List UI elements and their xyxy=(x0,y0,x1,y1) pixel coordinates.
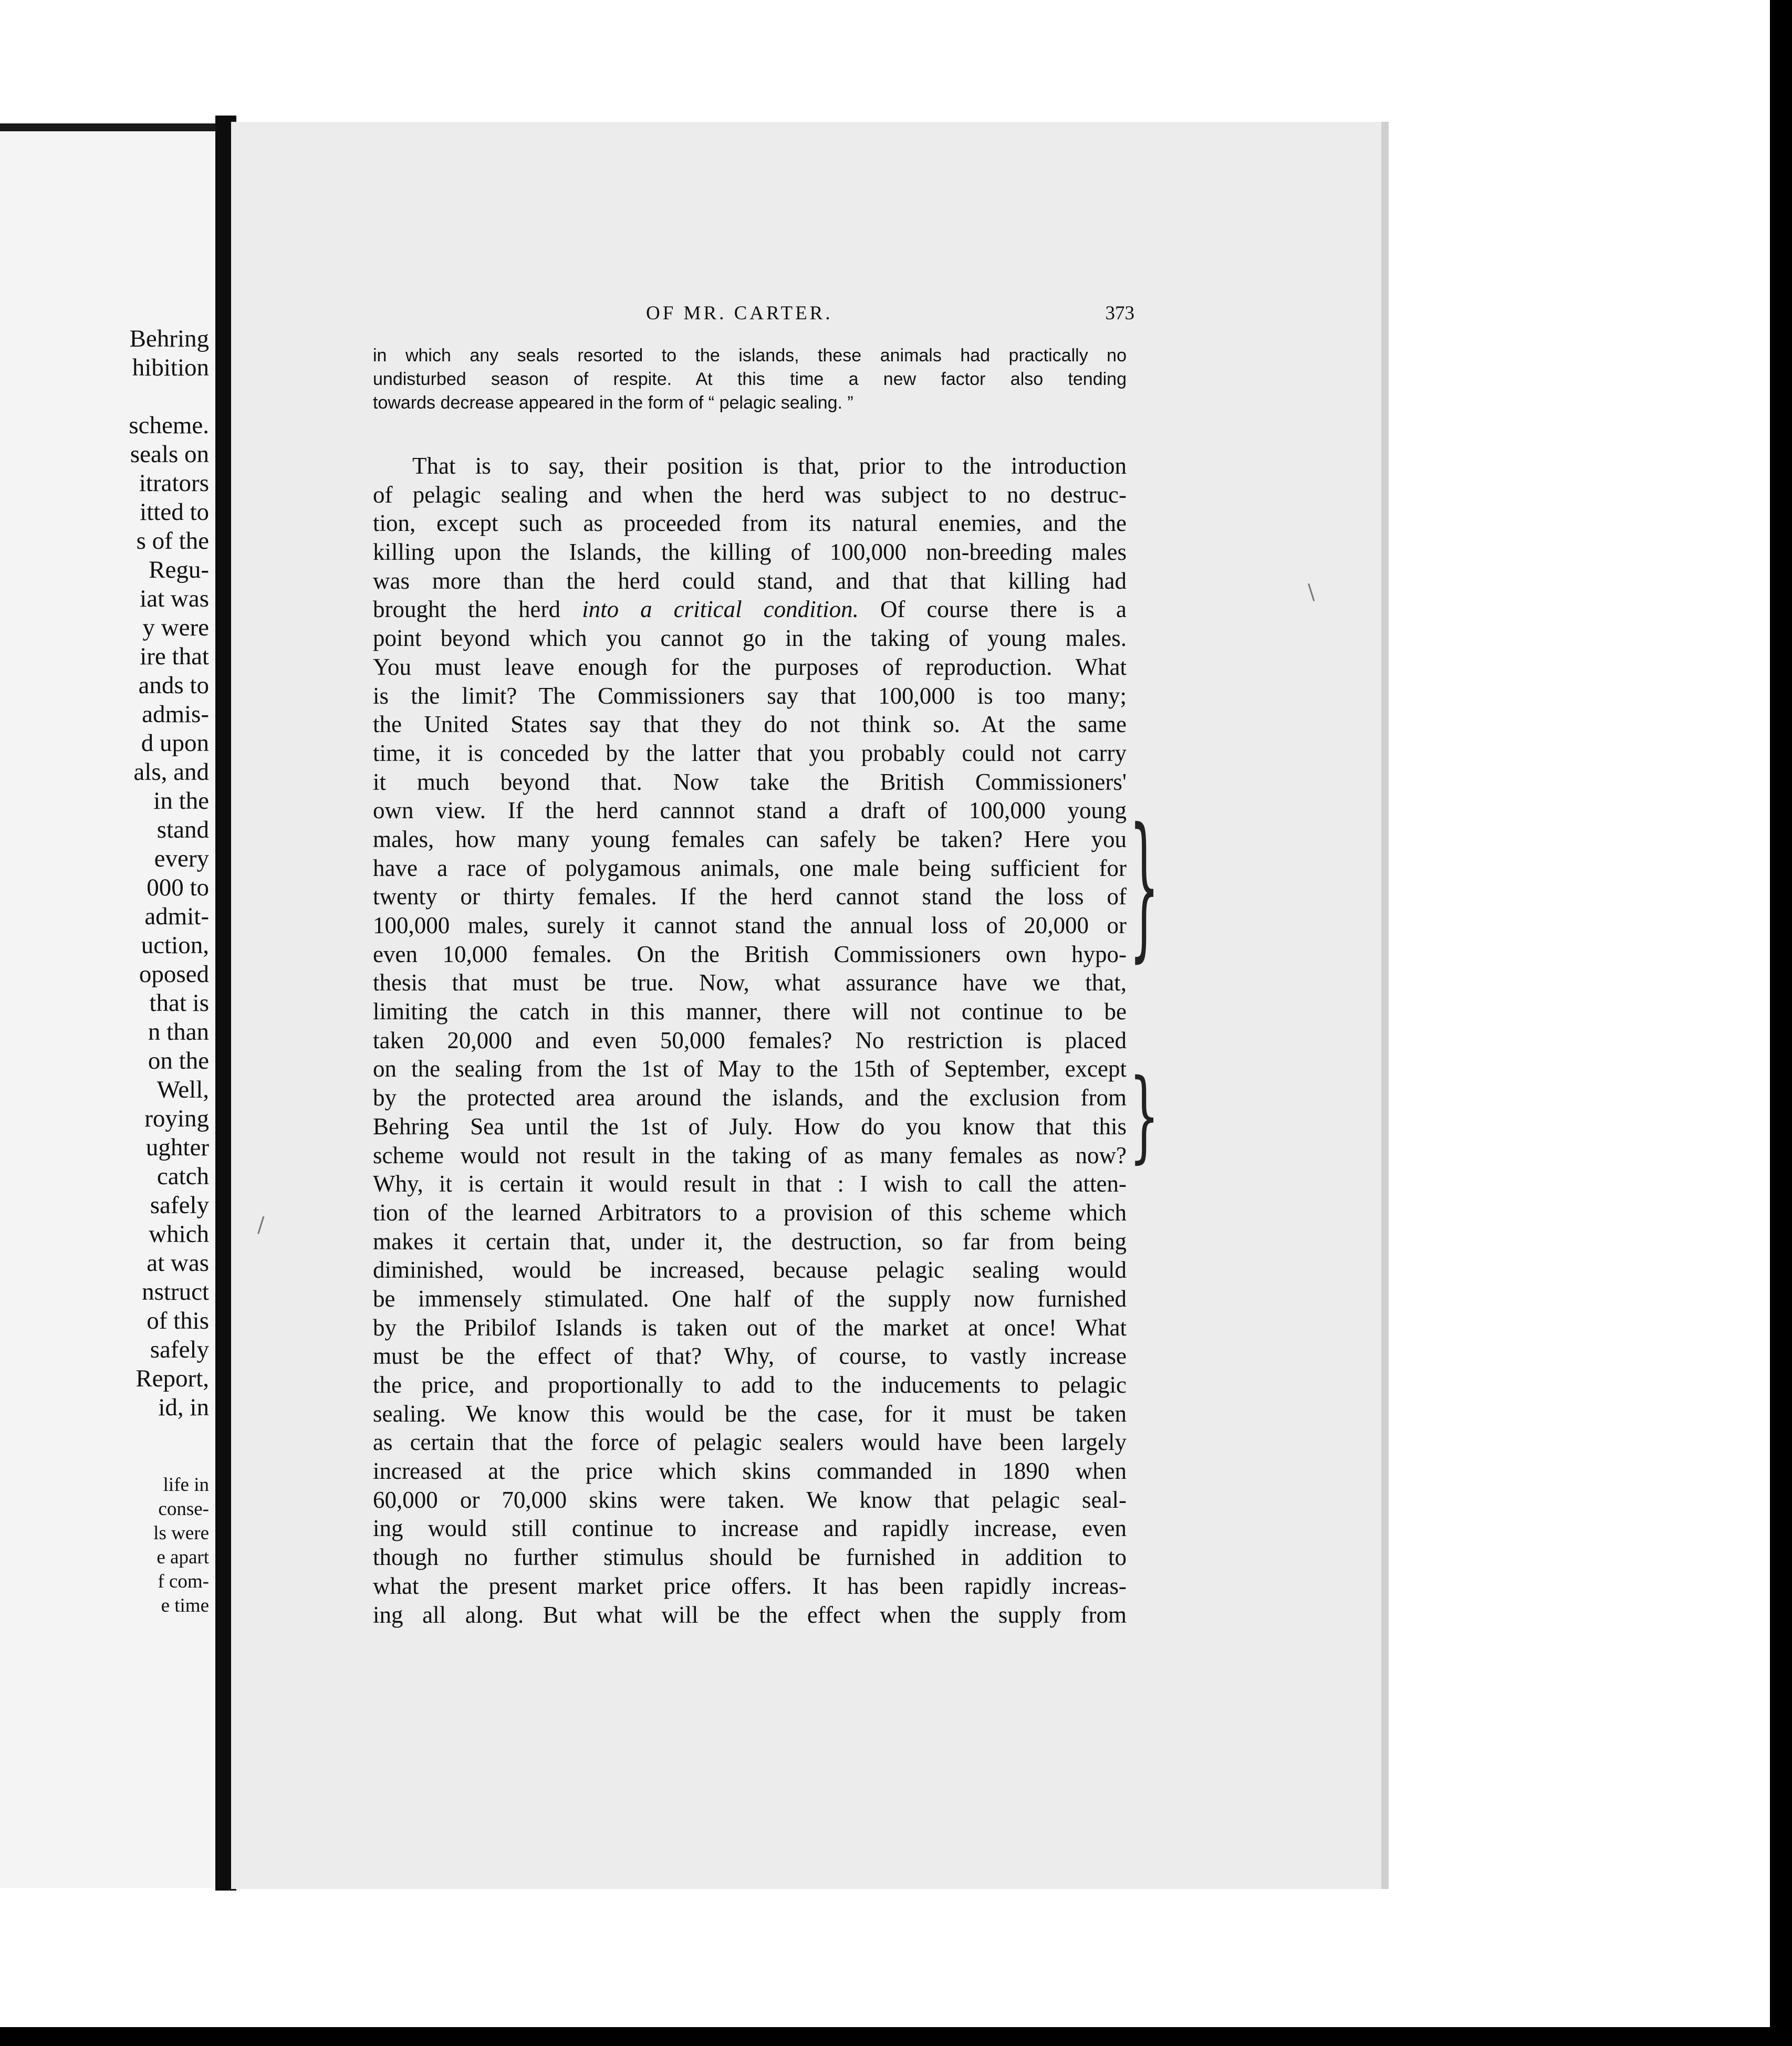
left-page-line: on the xyxy=(148,1047,209,1074)
left-page-line: in the xyxy=(153,787,209,815)
quoted-passage xyxy=(373,344,1127,415)
body-line: by the Pribilof Islands is taken out of the market at once! What xyxy=(373,1314,1127,1341)
left-page-line: s of the xyxy=(136,527,209,555)
body-line: is the limit? The Commissioners say that 100,000 is too many; xyxy=(373,682,1127,709)
body-line: That is to say, their position is that, prior to the introduction xyxy=(412,453,1127,479)
left-page-line: ughter xyxy=(145,1134,209,1161)
body-line: tion, except such as proceeded from its natural enemies, and the xyxy=(373,510,1127,537)
left-page-line: ire that xyxy=(140,643,209,670)
left-page-line: nstruct xyxy=(142,1278,209,1306)
body-line: scheme would not result in the taking of as many females as now? xyxy=(373,1142,1127,1168)
body-line: males, how many young females can safely be taken? Here you xyxy=(373,826,1127,852)
body-text-span: Of course there is a xyxy=(880,596,1127,623)
body-text-span: brought the herd xyxy=(373,596,561,623)
body-line: makes it certain that, under it, the destruction, so far from being xyxy=(373,1228,1127,1255)
scan-edge-bottom xyxy=(0,2027,1792,2046)
scan-speck: \ xyxy=(1308,580,1315,604)
left-page-line: e time xyxy=(161,1595,209,1616)
left-page-line: y were xyxy=(142,614,209,641)
body-line: of pelagic sealing and when the herd was subject to no destruc- xyxy=(373,481,1127,508)
left-page-line: seals on xyxy=(130,441,209,468)
left-page-line: scheme. xyxy=(129,412,209,439)
left-page-line: Well, xyxy=(157,1076,209,1103)
body-line: ing would still continue to increase and rapidly increase, even xyxy=(373,1515,1127,1542)
body-line: tion of the learned Arbitrators to a provision of this scheme which xyxy=(373,1199,1127,1226)
body-line: on the sealing from the 1st of May to the 15th of September, except xyxy=(373,1056,1127,1082)
left-page-line: which xyxy=(149,1220,209,1248)
left-page-line: ls were xyxy=(153,1522,209,1544)
body-line: as certain that the force of pelagic sealers would have been largely xyxy=(373,1429,1127,1456)
body-line: sealing. We know this would be the case, for it must be taken xyxy=(373,1400,1127,1427)
left-page-line: stand xyxy=(157,816,209,843)
left-page-line: safely xyxy=(150,1192,209,1219)
left-page-line: Regu- xyxy=(149,556,209,583)
left-page-line: itrators xyxy=(139,469,209,497)
body-line: own view. If the herd cannnot stand a draft of 100,000 young xyxy=(373,797,1127,824)
left-page-upper-text xyxy=(129,325,209,1422)
left-page-line: roying xyxy=(144,1105,209,1132)
body-line: taken 20,000 and even 50,000 females? No restriction is placed xyxy=(373,1027,1127,1053)
body-line: must be the effect of that? Why, of course, to vastly increase xyxy=(373,1343,1127,1370)
body-line: be immensely stimulated. One half of the supply now furnished xyxy=(373,1285,1127,1312)
page-number: 373 xyxy=(1105,302,1134,324)
left-page-line: Report, xyxy=(136,1365,209,1392)
scan-edge-right xyxy=(1770,0,1792,2046)
body-line: have a race of polygamous animals, one male being sufficient for xyxy=(373,854,1127,881)
margin-brace-mark: } xyxy=(1129,796,1160,978)
left-page-line: safely xyxy=(150,1336,209,1363)
body-line: the United States say that they do not think so. At the same xyxy=(373,711,1127,738)
body-line xyxy=(373,595,1127,624)
body-line: increased at the price which skins commanded in 1890 when xyxy=(373,1458,1127,1485)
left-page-line: admis- xyxy=(142,701,209,728)
body-line: even 10,000 females. On the British Commissioners own hypo- xyxy=(373,941,1127,967)
left-page-line: conse- xyxy=(158,1498,209,1520)
left-page-line: of this xyxy=(147,1307,209,1334)
body-line: thesis that must be true. Now, what assurance have we that, xyxy=(373,969,1127,996)
quote-line: towards decrease appeared in the form of “ pelagic sealing. ” xyxy=(373,393,853,413)
scan-speck: / xyxy=(257,1213,265,1237)
body-line: though no further stimulus should be furnished in addition to xyxy=(373,1544,1127,1571)
left-page-line xyxy=(129,382,209,411)
quote-line: undisturbed season of respite. At this time a new factor also tending xyxy=(373,369,1127,389)
left-page-footnote-text xyxy=(153,1473,209,1618)
body-line: Behring Sea until the 1st of July. How do you know that this xyxy=(373,1113,1127,1140)
body-line: the price, and proportionally to add to the inducements to pelagic xyxy=(373,1372,1127,1398)
left-page-line: admit- xyxy=(144,903,209,930)
left-page-line: that is xyxy=(149,989,209,1017)
left-page xyxy=(0,123,225,1888)
body-line: what the present market price offers. It has been rapidly increas- xyxy=(373,1572,1127,1599)
quote-line: in which any seals resorted to the islands, these animals had practically no xyxy=(373,346,1127,366)
left-page-line: ands to xyxy=(138,672,209,699)
left-page-line: Behring xyxy=(129,325,209,352)
left-page-line: d upon xyxy=(141,729,209,757)
margin-brace-mark: } xyxy=(1129,1058,1160,1174)
left-page-line: f com- xyxy=(158,1571,209,1592)
body-line: Why, it is certain it would result in that : I wish to call the atten- xyxy=(373,1171,1127,1197)
left-page-line: iat was xyxy=(140,585,209,612)
body-line: killing upon the Islands, the killing of 100,000 non-breeding males xyxy=(373,539,1127,566)
body-line: ing all along. But what will be the effect when the supply from xyxy=(373,1601,1127,1628)
left-page-line: hibition xyxy=(132,354,209,381)
left-page-line: life in xyxy=(163,1474,209,1496)
body-line: point beyond which you cannot go in the taking of young males. xyxy=(373,625,1127,652)
body-line: limiting the catch in this manner, there will not continue to be xyxy=(373,998,1127,1025)
body-line: 100,000 males, surely it cannot stand the annual loss of 20,000 or xyxy=(373,912,1127,938)
left-page-line: als, and xyxy=(133,758,209,786)
left-page-line: oposed xyxy=(139,961,209,988)
left-page-line: id, in xyxy=(158,1394,209,1421)
body-line: it much beyond that. Now take the British Commissioners' xyxy=(373,768,1127,795)
italic-phrase: into a critical condition. xyxy=(582,596,859,623)
body-line: twenty or thirty females. If the herd cannot stand the loss of xyxy=(373,883,1127,910)
body-line: You must leave enough for the purposes of reproduction. What xyxy=(373,653,1127,680)
binding-tab xyxy=(0,123,225,131)
running-head: OF MR. CARTER. xyxy=(646,302,833,324)
body-paragraph xyxy=(373,452,1127,1629)
body-line: by the protected area around the islands, and the exclusion from xyxy=(373,1084,1127,1111)
body-line: diminished, would be increased, because pelagic sealing would xyxy=(373,1257,1127,1283)
left-page-line: every xyxy=(154,845,209,872)
left-page-line: e apart xyxy=(157,1547,209,1568)
left-page-line: 000 to xyxy=(147,874,209,901)
body-line: was more than the herd could stand, and that that killing had xyxy=(373,567,1127,594)
body-line: time, it is conceded by the latter that you probably could not carry xyxy=(373,739,1127,766)
left-page-line: catch xyxy=(157,1163,209,1190)
left-page-line: n than xyxy=(148,1018,209,1046)
body-line: 60,000 or 70,000 skins were taken. We know that pelagic seal- xyxy=(373,1486,1127,1513)
left-page-line: itted to xyxy=(140,498,209,526)
left-page-line: uction, xyxy=(141,932,209,959)
left-page-line: at was xyxy=(147,1249,209,1277)
